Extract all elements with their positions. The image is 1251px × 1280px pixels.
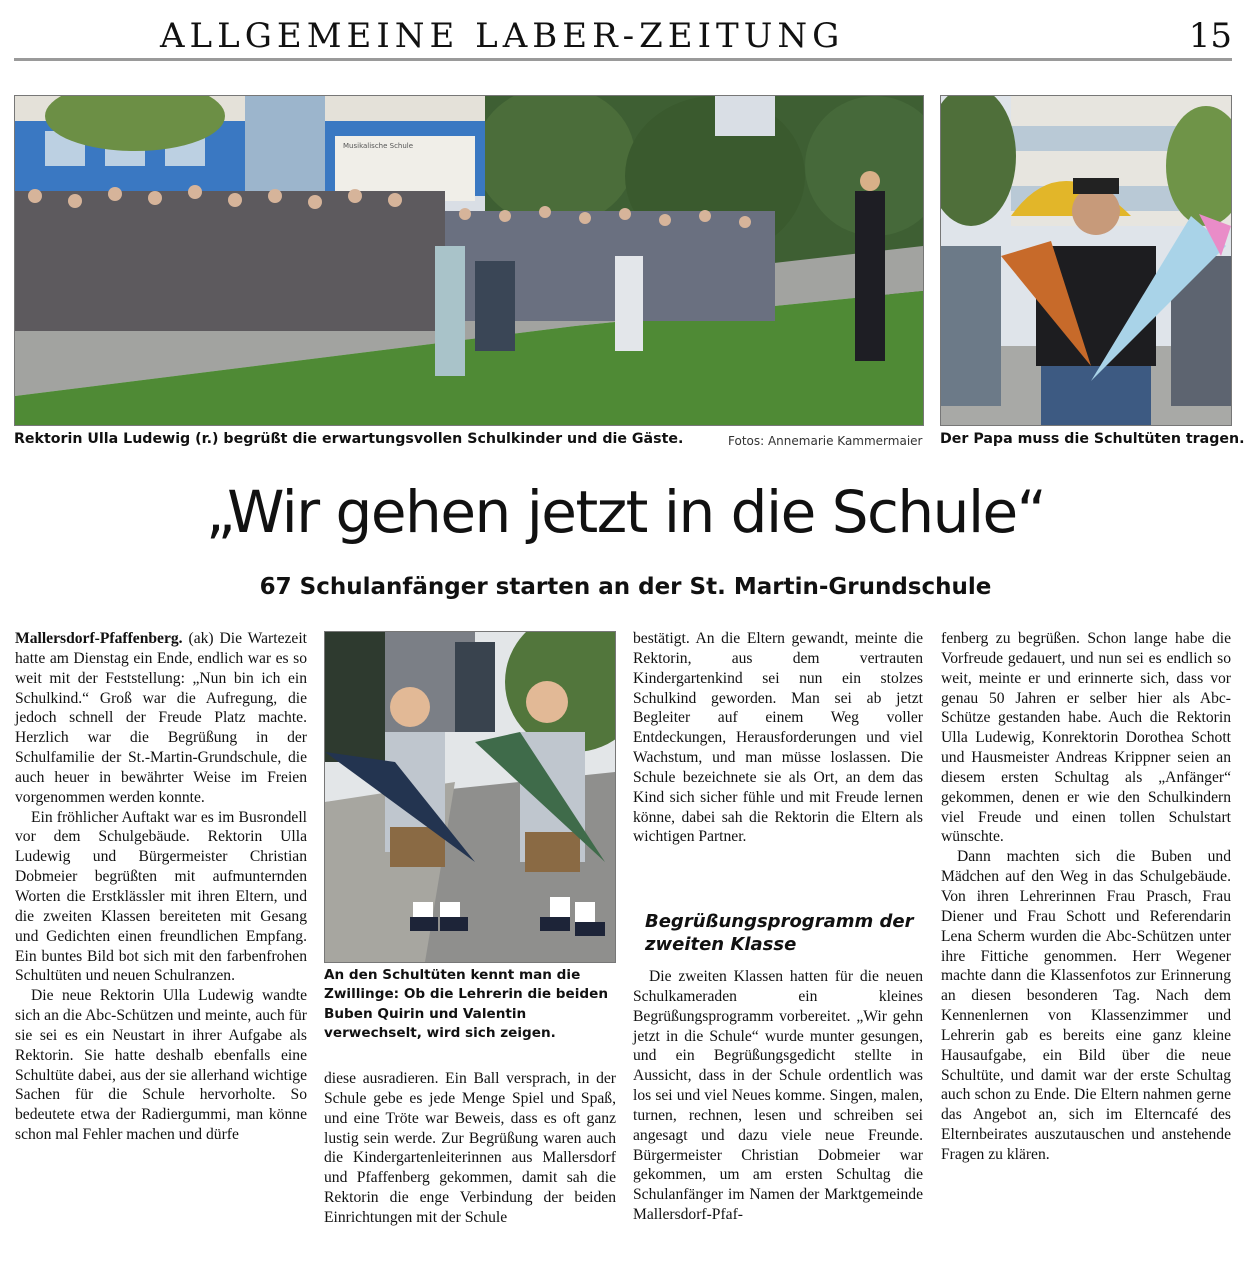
main-photo-caption: Rektorin Ulla Ludewig (r.) begrüßt die erwartungsvollen Schulkinder und die Gäste. xyxy=(14,431,684,447)
side-photo-image xyxy=(941,96,1231,425)
article-paragraph: fenberg zu begrüßen. Schon lange habe die Vorfreude gedauert, und nun sei es endlich so weit, meinte er und erinnerte sich, dass vor genau 50 Jahren er selber hier als Abc-Schütze gestanden habe. Auch die Rektorin Ulla Ludewig, Konrektorin Dorothea Schott und Hausmeister Andreas Krippner seien an diesem ersten Schultag als „Anfänger“ gekommen, denen er wie den Schulkindern viel Freude und einen tollen Schulstart wünschte. xyxy=(941,630,1231,846)
page-number: 15 xyxy=(1188,16,1232,56)
twins-photo-caption: An den Schultüten kennt man die Zwillinge: Ob die Lehrerin die beiden Buben Quirin und Valentin verwechselt, wird sich zeigen. xyxy=(324,967,609,1042)
article-paragraph: diese ausradieren. Ein Ball versprach, in der Schule gebe es jede Menge Spiel und Spaß, und eine Tröte war Beweis, dass es oft ganz lustig sein werde. Zur Begrüßung waren auch die Kindergartenleiterinnen aus Mallersdorf und Pfaffenberg gekommen, damit sah die Rektorin die enge Verbindung der beiden Einrichtungen mit der Schule xyxy=(324,1070,616,1226)
masthead xyxy=(14,10,1232,61)
photo-credit: Fotos: Annemarie Kammermaier xyxy=(728,434,923,448)
school-sign-text: Musikalische Schule xyxy=(343,142,414,150)
article-paragraph: Dann machten sich die Buben und Mädchen auf den Weg in das Schulgebäude. Von ihren Lehrerinnen Frau Prasch, Frau Diener und Frau Schott und Referendarin Lena Scherm wurden die Abc-Schützen unter ihre Fittiche genommen. Herr Wegener machte dann die Klassenfotos zur Erinnerung an diesen besonderen Tag. Nach dem Kennenlernen von Klassenzimmer und Lehrerin gab es bereits eine ganz kleine Hausaufgabe, ein Bild über die neue Schultüte, und damit war der erste Schultag auch schon zu Ende. Die Eltern nahmen gerne das Angebot an, sich im Elterncafé des Elternbeirates auszutauschen und anstehende Fragen zu klären. xyxy=(941,848,1231,1163)
headline: „Wir gehen jetzt in die Schule“ xyxy=(205,478,1046,546)
subheadline: 67 Schulanfänger starten an der St. Martin-Grundschule xyxy=(259,574,992,600)
article-column-3 xyxy=(633,629,923,847)
article-paragraph: Die neue Rektorin Ulla Ludewig wandte sich an die Abc-Schützen und meinte, auch für sie sei es ein Neustart in ihrer Aufgabe als Rektorin. Sie hatte deshalb ebenfalls eine Schultüte dabei, aus der sie allerhand wichtige Sachen für die Schule hervorholte. So bedeutete etwa der Radiergummi, man könne schon mal Fehler machen und dürfe xyxy=(15,987,307,1144)
article-paragraph: Die zweiten Klassen hatten für die neuen Schulkameraden ein kleines Begrüßungsprogramm vorbereitet. „Wir gehn jetzt in die Schule“ wurde munter gesungen, und ein Begrüßungsgedicht stellte in Aussicht, dass in der Schule ordentlich was los sei und viel Neues komme. Singen, malen, turnen, rechnen, lesen und schreiben sei angesagt und dazu viele neue Freunde. Bürgermeister Christian Dobmeier war gekommen, um am ersten Schultag die Schulanfänger im Namen der Marktgemeinde Mallersdorf-Pfaf- xyxy=(633,968,923,1224)
dateline: Mallersdorf-Pfaffenberg. xyxy=(15,630,183,647)
article-column-2 xyxy=(324,1069,616,1228)
article-paragraph: bestätigt. An die Eltern gewandt, meinte die Rektorin, aus dem vertrauten Kindergartenkind sei nun ein stolzes Schulkind geworden. Man sei ab jetzt Begleiter auf einem Weg voller Entdeckungen, Herausforderungen und viel Wachstum, und man müsse loslassen. Die Schule bezeichnete sie als Ort, an dem das Kind sich sicher fühle und mit Freude lernen könne, dabei sah die Rektorin die Eltern als wichtigen Partner. xyxy=(633,630,923,846)
side-photo-caption: Der Papa muss die Schultüten tragen. xyxy=(940,431,1245,447)
article-column-1 xyxy=(15,629,307,1145)
main-photo xyxy=(14,95,924,426)
article-subhead: Begrüßungsprogramm der zweiten Klasse xyxy=(645,911,914,955)
main-photo-image xyxy=(15,96,923,425)
twins-photo xyxy=(324,631,616,963)
newspaper-name: ALLGEMEINE LABER-ZEITUNG xyxy=(160,16,845,56)
article-paragraph: Mallersdorf-Pfaffenberg. (ak) Die Wartezeit hatte am Dienstag ein Ende, endlich war es so weit mit der Feststellung: „Nun bin ich ein Schulkind.“ Groß war die Aufregung, die jedoch schnell der Freude Platz machte. Herzlich war die Begrüßung in der Schulfamilie der St.-Martin-Grundschule, die auch heuer in bewährter Weise im Freien vorgenommen werden konnte. xyxy=(15,630,307,806)
article-paragraph: Ein fröhlicher Auftakt war es im Busrondell vor dem Schulgebäude. Rektorin Ulla Ludewig und Bürgermeister Christian Dobmeier begrüßten mit aufmunternden Worten die Erstklässler mit ihren Eltern, und die zweiten Klassen bereiteten mit Gesang und Gedichten einen freundlichen Empfang. Ein buntes Bild bot sich mit den farbenfrohen Schultüten und neuen Schulranzen. xyxy=(15,808,307,985)
article-column-3-continued xyxy=(633,967,923,1225)
article-column-4 xyxy=(941,629,1231,1165)
twins-photo-image xyxy=(325,632,615,962)
side-photo xyxy=(940,95,1232,426)
